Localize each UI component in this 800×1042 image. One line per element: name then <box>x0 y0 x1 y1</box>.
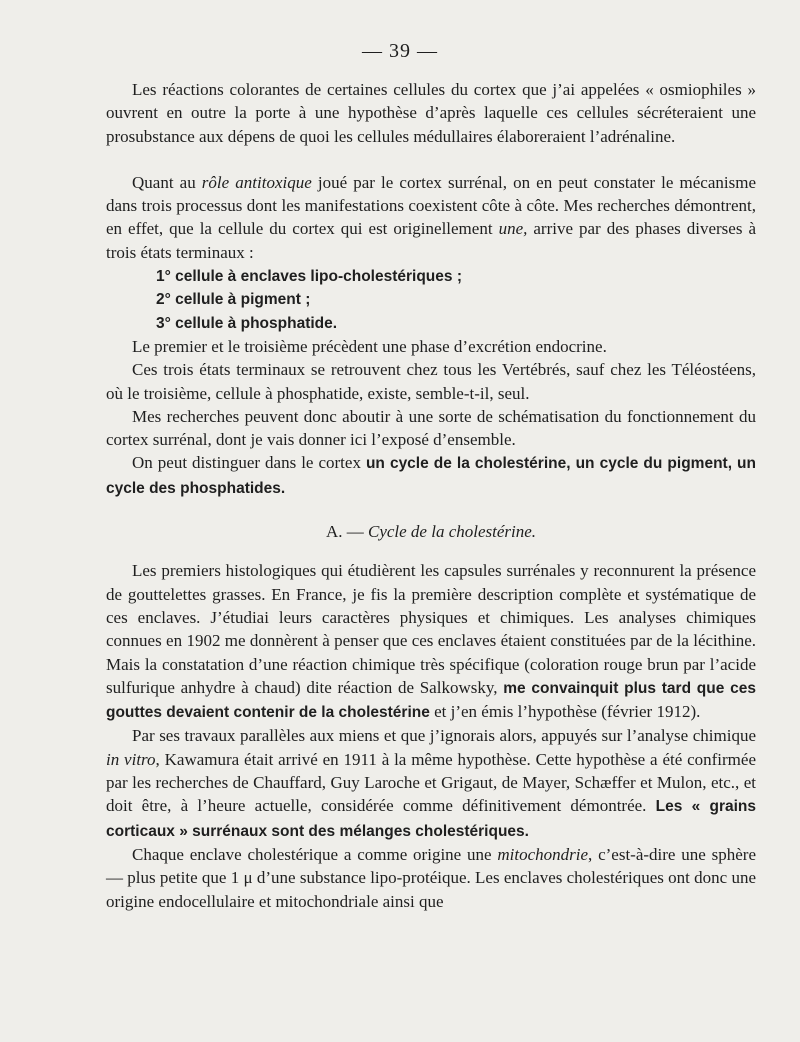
paragraph-schematisation: Mes recherches peuvent donc aboutir à une sorte de schématisation du fonctionnement du cortex surrénal, dont je vais donner ici l’exposé d’ensemble. <box>106 406 756 450</box>
text-segment: On peut distinguer dans le cortex <box>132 453 366 473</box>
paragraph-excretion: Le premier et le troisième précèdent une phase d’excrétion endocrine. <box>132 336 607 356</box>
paragraph-role-antitoxique <box>106 171 756 264</box>
terminal-states-list <box>156 265 756 335</box>
text-segment: , c’est-à-dire une sphère — plus petite que 1 μ d’une substance lipo-protéique. Les enclaves cholestériques ont donc une origine endocellulaire et mitochondriale ainsi que <box>106 844 756 911</box>
bold-text: un cycle de la cholestérine, un cycle du pigment, un cycle des phosphatides. <box>106 455 756 497</box>
text-segment: Quant au <box>132 172 202 192</box>
italic-term: in vitro <box>106 749 156 769</box>
section-heading <box>106 520 756 543</box>
list-item: 3° cellule à phosphatide. <box>156 314 338 332</box>
text-segment: Par ses travaux parallèles aux miens et que j’ignorais alors, appuyés sur l’analyse chimique <box>132 726 756 746</box>
paragraph-osmiophiles: Les réactions colorantes de certaines cellules du cortex que j’ai appelées « osmiophiles » ouvrent en outre la porte à une hypothèse d’après laquelle ces cellules sécréteraient une prosubstance aux dépens de quoi les cellules médullaires élaboreraient l’adrénaline. <box>106 80 756 146</box>
paragraph-cycles <box>106 451 756 500</box>
page-number: — 39 — <box>362 40 438 62</box>
list-item: 1° cellule à enclaves lipo-cholestériques ; <box>156 268 462 286</box>
section-prefix: A. — <box>325 522 368 542</box>
paragraph-histologiques <box>106 559 756 724</box>
italic-term: une, <box>498 219 528 239</box>
paragraph-mitochondrie <box>106 843 756 913</box>
section-title: Cycle de la cholestérine. <box>367 522 537 542</box>
list-item: 2° cellule à pigment ; <box>156 291 311 309</box>
text-segment: joué par le cortex surrénal, on en peut constater le mécanisme dans trois processus dont les manifestations coexistent côte à côte. Mes recherches démontrent, en effet, que la cellule du cortex qui est originellement <box>106 172 756 239</box>
bold-text: me convainquit plus tard que ces gouttes devaient contenir de la cholestérine <box>106 679 756 722</box>
italic-term: rôle antitoxique <box>201 172 312 192</box>
body-text <box>106 78 756 913</box>
text-segment: , Kawamura était arrivé en 1911 à la même hypothèse. Cette hypothèse a été confirmée par les recherches de Chauffard, Guy Laroche et Grigaut, de Mayer, Schæffer et Mulon, etc., et doit être, à l’heure actuelle, considérée comme définitivement démontrée. <box>106 749 756 816</box>
text-segment: Chaque enclave cholestérique a comme origine une <box>132 844 498 864</box>
bold-text: Les « grains corticaux » surrénaux sont des mélanges cholestériques. <box>106 798 756 840</box>
text-segment: et j’en émis l’hypothèse (février 1912). <box>429 702 701 722</box>
italic-term: mitochondrie <box>497 844 589 864</box>
paragraph-teleosteens: Ces trois états terminaux se retrouvent chez tous les Vertébrés, sauf chez les Téléostéens, où le troisième, cellule à phosphatide, existe, semble-t-il, seul. <box>106 360 756 403</box>
text-segment: arrive par des phases diverses à trois états terminaux : <box>106 219 756 262</box>
paragraph-kawamura <box>106 724 756 842</box>
text-segment: Les premiers histologiques qui étudièrent les capsules surrénales y reconnurent la présence de gouttelettes grasses. En France, je fis la première description complète et systématique de ces enclaves. J’étudiai leurs caractères physiques et chimiques. Les analyses chimiques connues en 1902 me donnèrent à penser que ces enclaves étaient constituées par de la lécithine. Mais la constatation d’une réaction chimique très spécifique (coloration rouge brun par l’acide sulfurique anhydre à chaud) dite réaction de Salkowsky, <box>106 561 756 697</box>
